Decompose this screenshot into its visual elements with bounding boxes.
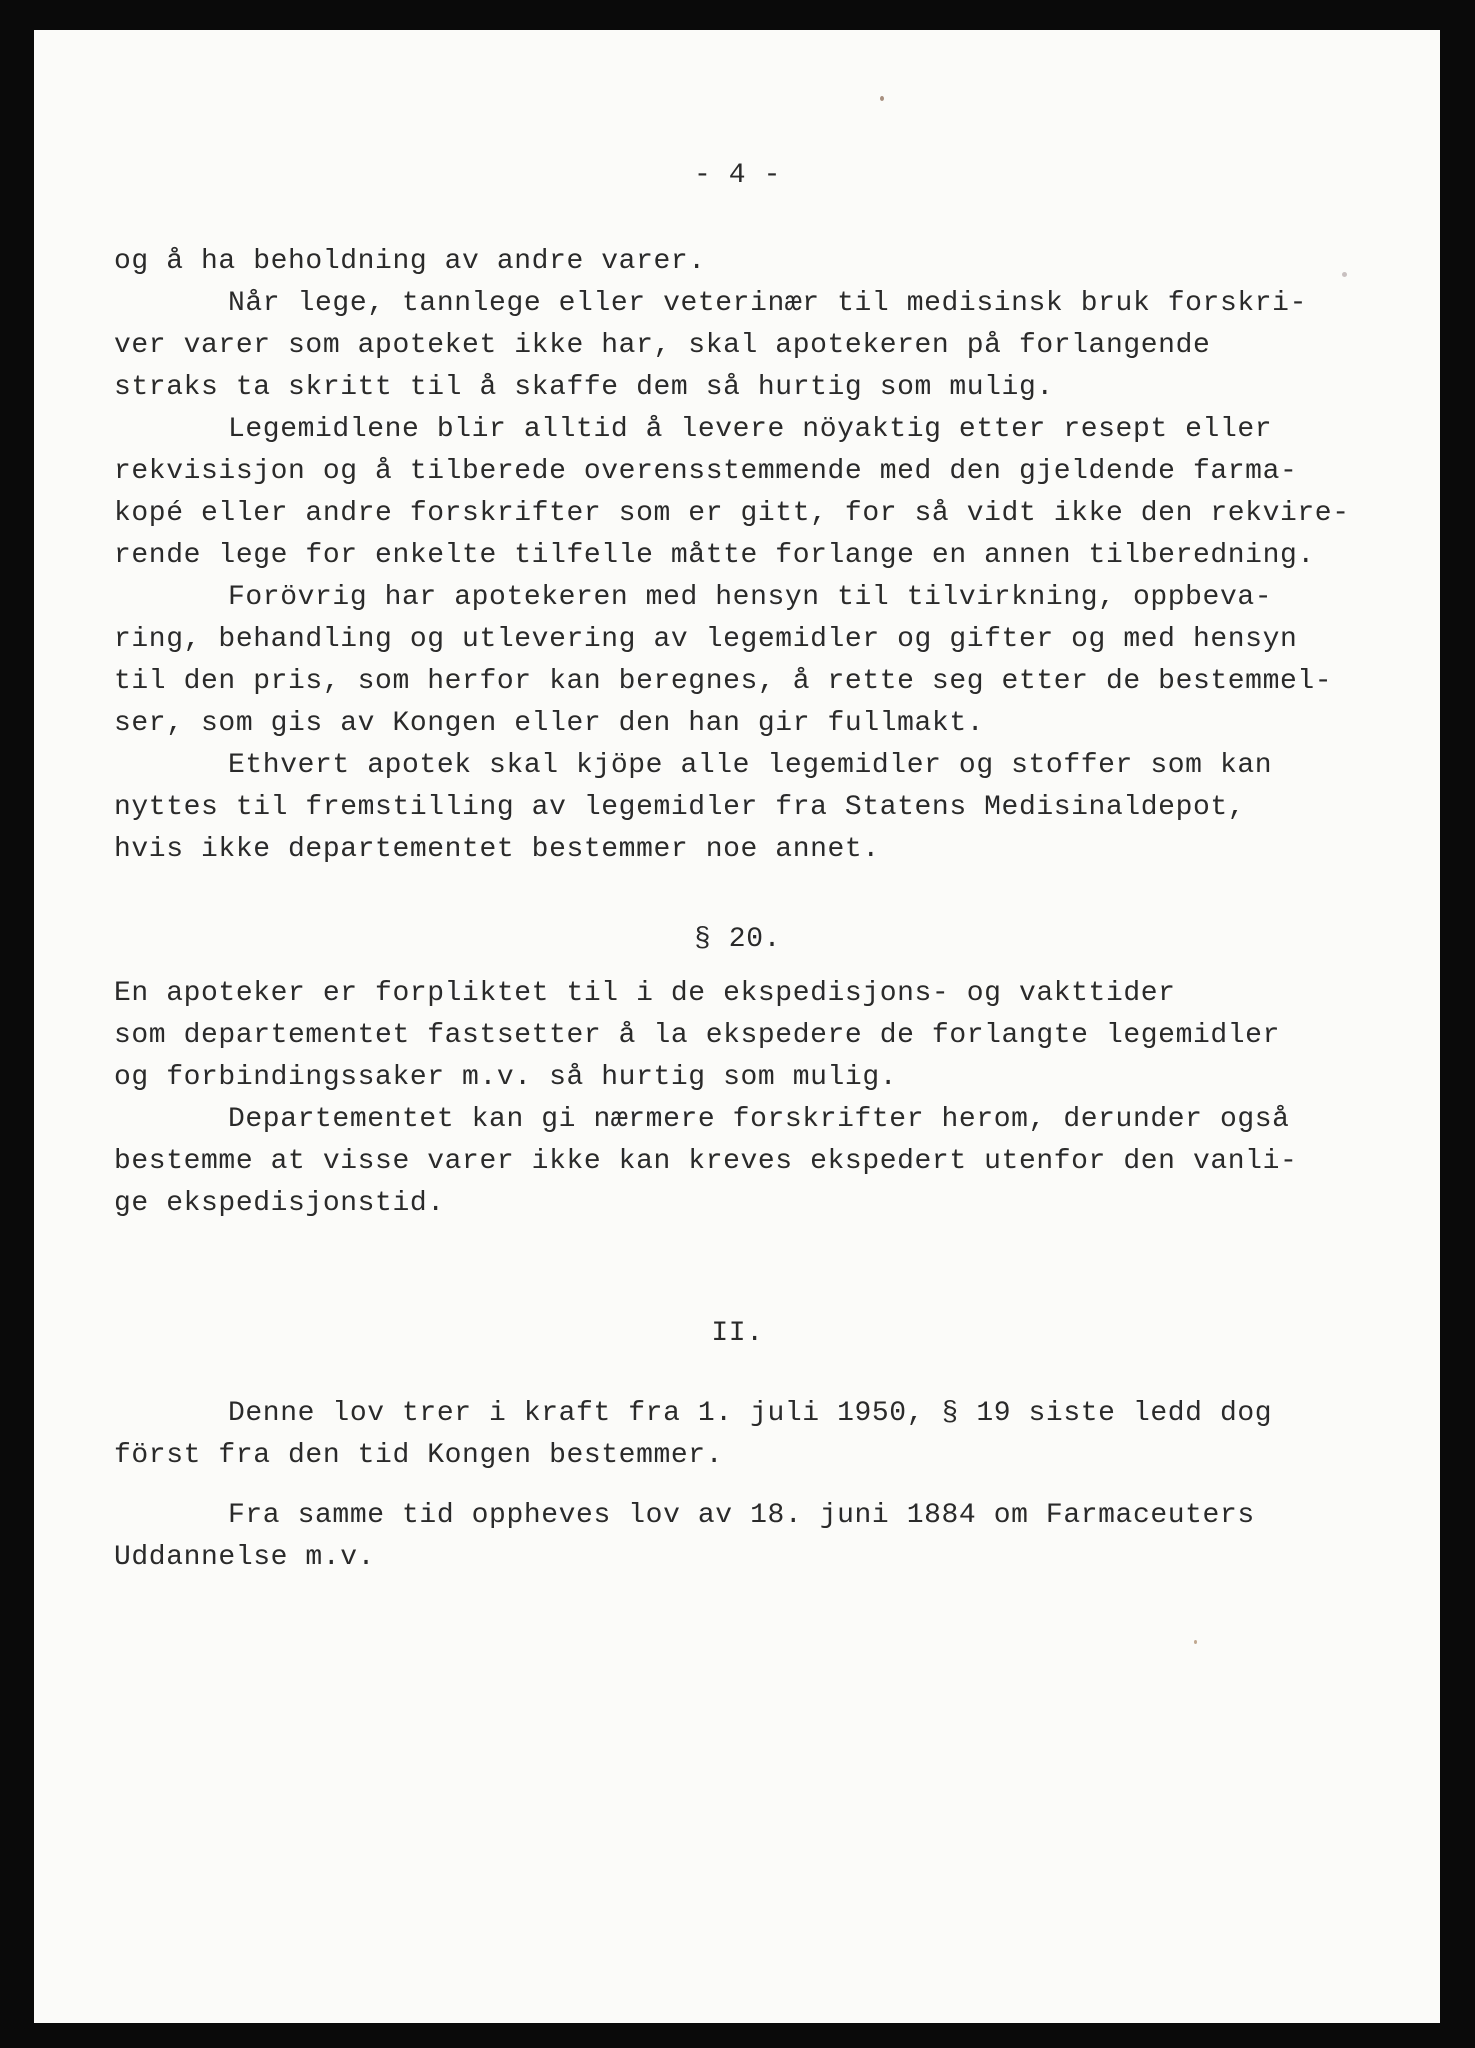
text-line: ge ekspedisjonstid. (114, 1188, 445, 1219)
text-line: og forbindingssaker m.v. så hurtig som mulig. (114, 1062, 898, 1093)
text-line: ring, behandling og utlevering av legemidler og gifter og med hensyn (114, 624, 1298, 655)
paper-speck (1194, 1640, 1197, 1644)
paper-speck (880, 96, 884, 101)
text-line: först fra den tid Kongen bestemmer. (114, 1440, 724, 1471)
text-line: ser, som gis av Kongen eller den han gir fullmakt. (114, 708, 985, 739)
text-line: og å ha beholdning av andre varer. (114, 246, 706, 277)
text-line: kopé eller andre forskrifter som er gitt, for så vidt ikke den rekvire- (114, 498, 1350, 529)
text-line: En apoteker er forpliktet til i de ekspedisjons- og vakttider (114, 978, 1176, 1009)
text-line: bestemme at visse varer ikke kan kreves ekspedert utenfor den vanli- (114, 1146, 1298, 1177)
text-line: som departementet fastsetter å la ekspedere de forlangte legemidler (114, 1020, 1280, 1051)
text-line: hvis ikke departementet bestemmer noe annet. (114, 834, 880, 865)
text-line: Legemidlene blir alltid å levere nöyaktig etter resept eller (228, 414, 1273, 445)
paper-speck (1342, 272, 1347, 277)
text-line: nyttes til fremstilling av legemidler fra Statens Medisinaldepot, (114, 792, 1246, 823)
text-line: rekvisisjon og å tilberede overensstemmende med den gjeldende farma- (114, 456, 1298, 487)
text-line: straks ta skritt til å skaffe dem så hurtig som mulig. (114, 372, 1054, 403)
text-line: til den pris, som herfor kan beregnes, å rette seg etter de bestemmel- (114, 666, 1333, 697)
page-number: - 4 - (693, 160, 781, 191)
text-line: Denne lov trer i kraft fra 1. juli 1950, § 19 siste ledd dog (228, 1398, 1273, 1429)
section-heading: II. (711, 1318, 764, 1349)
text-line: Når lege, tannlege eller veterinær til medisinsk bruk forskri- (228, 288, 1307, 319)
text-line: rende lege for enkelte tilfelle måtte forlange en annen tilberedning. (114, 540, 1315, 571)
text-line: Forövrig har apotekeren med hensyn til tilvirkning, oppbeva- (228, 582, 1273, 613)
text-line: Departementet kan gi nærmere forskrifter herom, derunder også (228, 1104, 1290, 1135)
section-heading: § 20. (693, 924, 781, 955)
text-line: Fra samme tid oppheves lov av 18. juni 1884 om Farmaceuters (228, 1500, 1255, 1531)
text-line: ver varer som apoteket ikke har, skal apotekeren på forlangende (114, 330, 1211, 361)
text-line: Ethvert apotek skal kjöpe alle legemidler og stoffer som kan (228, 750, 1273, 781)
text-line: Uddannelse m.v. (114, 1542, 376, 1573)
